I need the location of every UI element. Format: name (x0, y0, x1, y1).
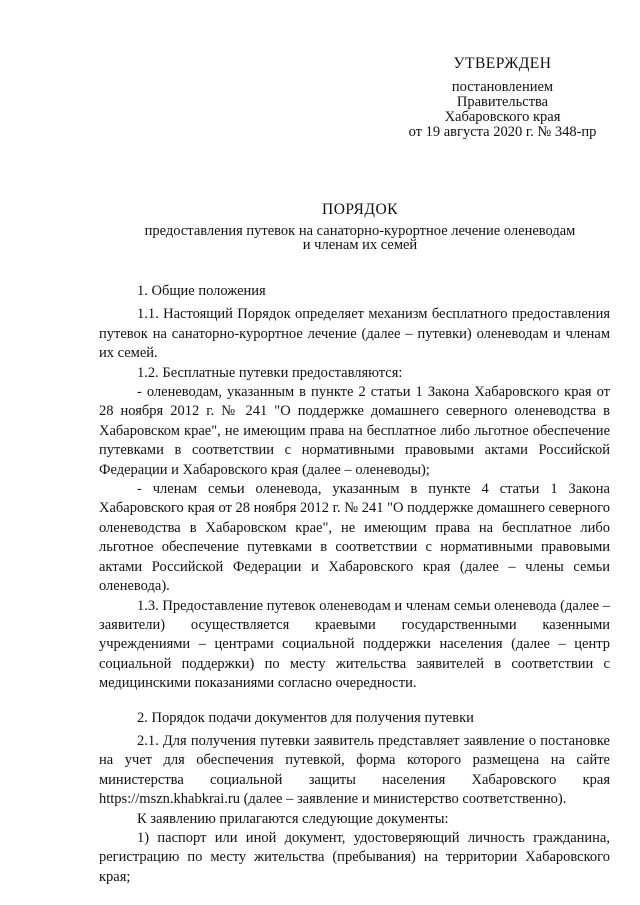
paragraph: 1.1. Настоящий Порядок определяет механизм бесплатного предоставления путевок на санаторно-курортное лечение (далее – путевки) оленеводам и членам их семей. (99, 306, 610, 362)
section-heading: 1. Общие положения (137, 283, 266, 299)
approval-heading: УТВЕРЖДЕН (453, 55, 552, 72)
document-title: ПОРЯДОК (322, 201, 398, 218)
approval-date: от 19 августа 2020 г. № 348-пр (408, 124, 597, 140)
subtitle-line: и членам их семей (302, 237, 418, 253)
approval-line: Правительства (456, 94, 549, 110)
approval-line: Хабаровского края (444, 109, 561, 125)
paragraph: К заявлению прилагаются следующие документы: (137, 810, 449, 827)
paragraph: 1) паспорт или иной документ, удостоверяющий личность гражданина, регистрацию по месту жительства (пребывания) на территории Хабаровского края; (99, 829, 610, 885)
paragraph: 1.2. Бесплатные путевки предоставляются: (137, 364, 403, 381)
approval-line: постановлением (451, 79, 554, 95)
paragraph: - членам семьи оленевода, указанным в пункте 4 статьи 1 Закона Хабаровского края от 28 ноября 2012 г. № 241 "О поддержке домашнего северного оленеводства в Хабаровском крае", не имеющим права на бесплатное либо льготное обеспечение путевками в соответствии с нормативными правовыми актами Российской Федерации и Хабаровского края (далее – члены семьи оленевода). (99, 481, 610, 595)
paragraph: - оленеводам, указанным в пункте 2 статьи 1 Закона Хабаровского края от 28 ноября 2012 г. № 241 "О поддержке домашнего северного оленеводства в Хабаровском крае", не имеющим права на бесплатное либо льготное обеспечение путевками в соответствии с нормативными правовыми актами Российской Федерации и Хабаровского края (далее – оленеводы); (99, 384, 610, 478)
section-heading: 2. Порядок подачи документов для получения путевки (137, 709, 474, 726)
paragraph: 1.3. Предоставление путевок оленеводам и членам семьи оленевода (далее – заявители) осуществляется краевыми государственными казенными учреждениями – центрами социальной поддержки населения (далее – центр социальной поддержки) по месту жительства заявителей в соответствии с медицинскими показаниями согласно очередности. (99, 597, 610, 692)
document-subtitle (100, 224, 620, 252)
approval-block (395, 56, 610, 140)
paragraph: 2.1. Для получения путевки заявитель представляет заявление о постановке на учет для обеспечения путевкой, форма которого размещена на сайте министерства социальной защиты населения Хабаровского края https://mszn.khabkrai.ru (далее – заявление и министерство соответственно). (99, 732, 610, 808)
subtitle-line: предоставления путевок на санаторно-курортное лечение оленеводам (144, 223, 576, 239)
document-body (99, 282, 610, 887)
